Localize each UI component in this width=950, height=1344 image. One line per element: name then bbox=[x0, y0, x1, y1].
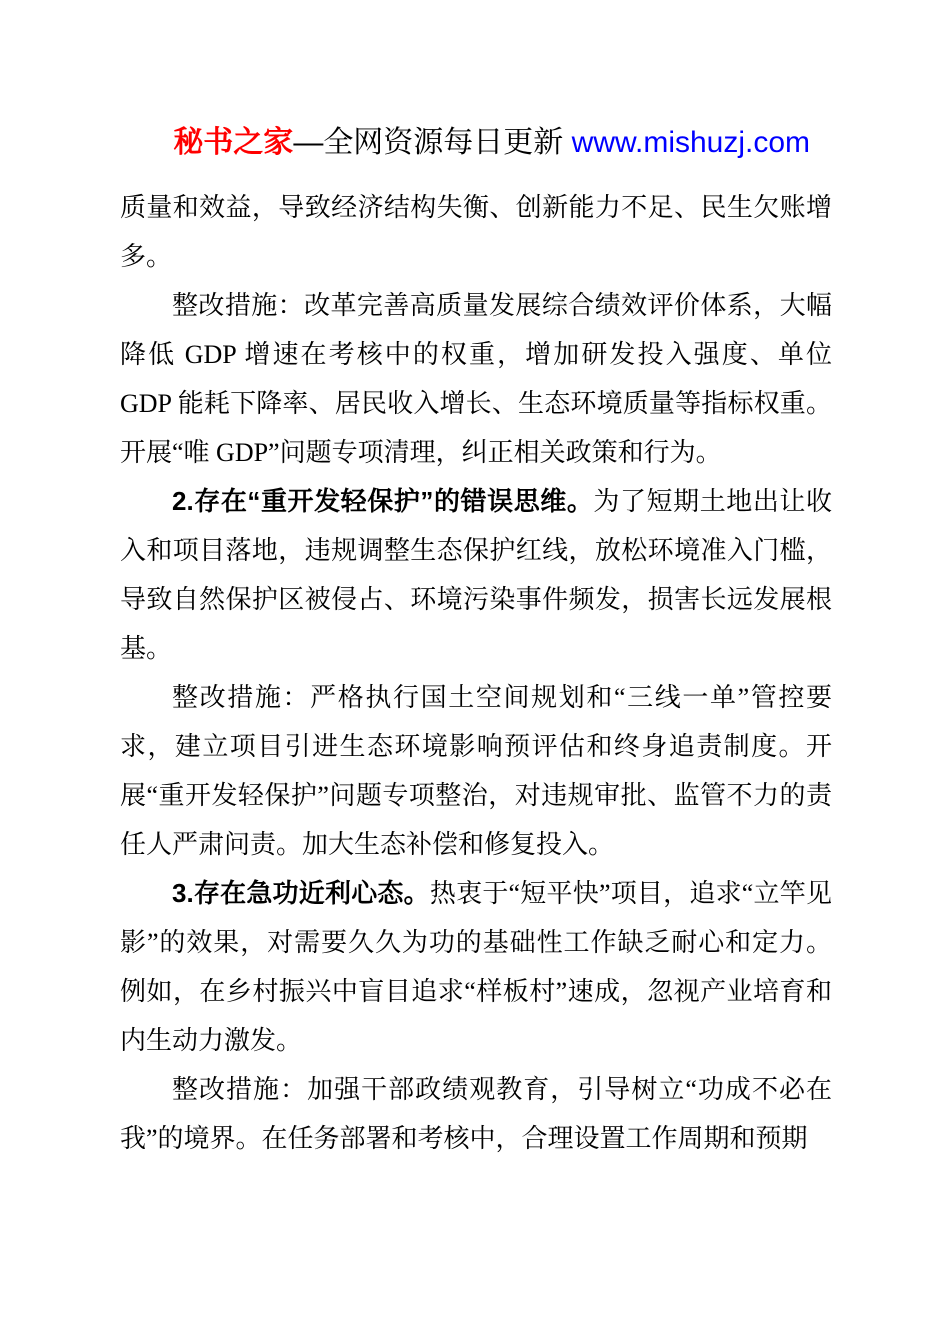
brand-tagline: —全网资源每日更新 bbox=[293, 126, 572, 159]
paragraph-text: 热衷于“短平快”项目，追求“立竿见影”的效果，对需要久久为功的基础性工作缺乏耐心和定力。例如，在乡村振兴中盲目追求“样板村”速成，忽视产业培育和内生动力激发。 bbox=[120, 879, 832, 1055]
paragraph-issue-2 bbox=[120, 477, 832, 673]
issue-heading: 2.存在“重开发轻保护”的错误思维。 bbox=[172, 486, 594, 516]
paragraph-text: 为了短期土地出让收入和项目落地，违规调整生态保护红线，放松环境准入门槛，导致自然保护区被侵占、环境污染事件频发，损害长远发展根基。 bbox=[120, 487, 832, 663]
website-link[interactable]: www.mishuzj.com bbox=[571, 126, 811, 159]
paragraph-measure-2 bbox=[120, 673, 832, 869]
paragraph-measure-3 bbox=[120, 1065, 832, 1163]
paragraph-continuation bbox=[120, 183, 832, 281]
brand-name: 秘书之家 bbox=[173, 126, 294, 159]
paragraph-text: 整改措施：严格执行国土空间规划和“三线一单”管控要求，建立项目引进生态环境影响预评估和终身追责制度。开展“重开发轻保护”问题专项整治，对违规审批、监管不力的责任人严肃问责。加大生态补偿和修复投入。 bbox=[120, 683, 832, 859]
paragraph-text: 整改措施：加强干部政绩观教育，引导树立“功成不必在我”的境界。在任务部署和考核中，合理设置工作周期和预期 bbox=[120, 1075, 832, 1153]
paragraph-text: 质量和效益，导致经济结构失衡、创新能力不足、民生欠账增多。 bbox=[120, 193, 832, 271]
issue-heading: 3.存在急功近利心态。 bbox=[172, 878, 430, 908]
paragraph-text: 整改措施：改革完善高质量发展综合绩效评价体系，大幅降低 GDP 增速在考核中的权重，增加研发投入强度、单位 GDP 能耗下降率、居民收入增长、生态环境质量等指标权重。开展“唯 GDP”问题专项清理，纠正相关政策和行为。 bbox=[120, 291, 832, 467]
document-body bbox=[120, 183, 832, 1163]
paragraph-measure-1 bbox=[120, 281, 832, 477]
paragraph-issue-3 bbox=[120, 869, 832, 1065]
